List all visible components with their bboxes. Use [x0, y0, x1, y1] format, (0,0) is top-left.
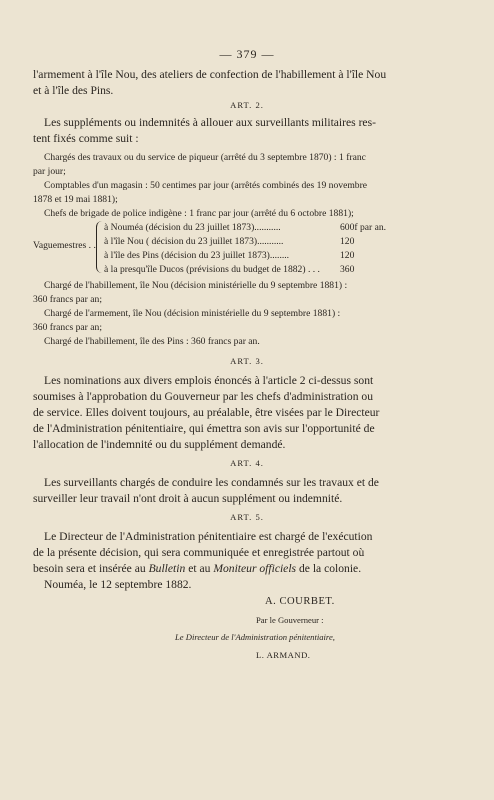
allowance-line: Chargé de l'habillement, île des Pins : 360 francs par an. [44, 336, 260, 347]
bulletin-title: Bulletin [148, 562, 186, 575]
vaguemestre-row-text: à la presqu'île Ducos (prévisions du budget de 1882) . . . [104, 264, 320, 275]
brace [96, 221, 103, 273]
allowance-line: Chargé de l'armement, île Nou (décision ministérielle du 9 septembre 1881) : [44, 308, 341, 319]
art3-line: l'allocation de l'indemnité ou du supplément demandé. [33, 438, 286, 451]
art3-line: Les nominations aux divers emplois énoncés à l'article 2 ci-dessus sont [44, 374, 374, 387]
director-title: Le Directeur de l'Administration pénitentiaire, [175, 632, 335, 642]
allowance-line: 360 francs par an; [33, 322, 102, 333]
art3-heading: ART. 3. [230, 356, 264, 366]
art2-paragraph-line: Les suppléments ou indemnités à allouer aux surveillants militaires res- [44, 116, 376, 129]
art5-line: Le Directeur de l'Administration pénitentiaire est chargé de l'exécution [44, 530, 373, 543]
signatory: A. COURBET. [265, 596, 335, 607]
vaguemestres-label: Vaguemestres . . [33, 240, 96, 251]
vaguemestre-row-amount: 600f par an. [340, 222, 387, 233]
art4-line: surveiller leur travail n'ont droit à aucun supplément ou indemnité. [33, 492, 343, 505]
allowance-line: Comptables d'un magasin : 50 centimes par jour (arrêtés combinés des 19 novembre [44, 180, 368, 191]
art2-heading: ART. 2. [230, 100, 264, 110]
art5-line [33, 562, 361, 575]
art4-line: Les surveillants chargés de conduire les condamnés sur les travaux et de [44, 476, 379, 489]
art4-heading: ART. 4. [230, 458, 264, 468]
vaguemestre-row-text: à Nouméa (décision du 23 juillet 1873)........... [104, 222, 281, 233]
art2-paragraph-line: tent fixés comme suit : [33, 132, 139, 145]
page-number: — 379 — [219, 47, 275, 61]
allowance-line: par jour; [33, 166, 66, 177]
allowance-line: Chefs de brigade de police indigène : 1 franc par jour (arrêté du 6 octobre 1881); [44, 208, 354, 219]
art3-line: soumises à l'approbation du Gouverneur par les chefs d'administration ou [33, 390, 373, 403]
intro-line-1: l'armement à l'île Nou, des ateliers de confection de l'habillement à l'île Nou [33, 68, 387, 81]
moniteur-title: Moniteur officiels [213, 562, 297, 575]
allowance-line: 1878 et 19 mai 1881); [33, 194, 118, 205]
vaguemestre-row-text: à l'île des Pins (décision du 23 juillet 1873)........ [104, 250, 290, 261]
vaguemestre-row-amount: 360 [340, 264, 355, 275]
art5-line: de la présente décision, qui sera communiquée et enregistrée partout où [33, 546, 365, 559]
vaguemestre-row-amount: 120 [340, 236, 355, 247]
allowance-line: Chargé de l'habillement, île Nou (décision ministérielle du 9 septembre 1881) : [44, 280, 348, 291]
art5-text: besoin sera et insérée au [33, 562, 149, 575]
vaguemestre-row-text: à l'île Nou ( décision du 23 juillet 1873)........... [104, 236, 284, 247]
art3-line: de service. Elles doivent toujours, au préalable, être visées par le Directeur [33, 406, 380, 419]
director-name: L. ARMAND. [256, 650, 311, 660]
allowance-line: Chargés des travaux ou du service de piqueur (arrêté du 3 septembre 1870) : 1 franc [44, 152, 366, 163]
intro-line-2: et à l'île des Pins. [33, 84, 114, 97]
allowance-line: 360 francs par an; [33, 294, 102, 305]
art3-line: de l'Administration pénitentiaire, qui émettra son avis sur l'opportunité de [33, 422, 375, 435]
art5-heading: ART. 5. [230, 512, 264, 522]
par-le-gouverneur: Par le Gouverneur : [256, 615, 324, 625]
art5-text: de la colonie. [296, 562, 362, 575]
place-date: Nouméa, le 12 septembre 1882. [44, 578, 192, 591]
art5-text: et au [185, 562, 214, 575]
vaguemestre-row-amount: 120 [340, 250, 355, 261]
